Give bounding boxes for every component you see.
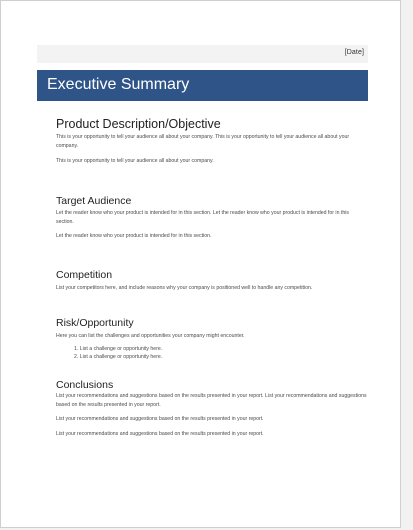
section-heading-conclusions[interactable]: Conclusions — [56, 379, 114, 391]
risk-list-item[interactable]: 1. List a challenge or opportunity here. — [74, 346, 163, 352]
section-heading-product[interactable]: Product Description/Objective — [56, 117, 221, 131]
risk-list-item[interactable]: 2. List a challenge or opportunity here. — [74, 354, 163, 360]
date-bar — [37, 45, 368, 63]
conclusions-paragraph-2[interactable]: List your recommendations and suggestions based on the results presented in your report. — [56, 416, 264, 422]
conclusions-paragraph-1[interactable]: List your recommendations and suggestions based on the results presented in your report. List your recommendations and suggestions based on the results presented in your report. — [56, 393, 367, 408]
audience-paragraph-1[interactable]: Let the reader know who your product is intended for in this section. Let the reader know who your product is intended for in this section. — [56, 210, 349, 225]
title-banner — [37, 70, 368, 101]
conclusions-paragraph-3[interactable]: List your recommendations and suggestions based on the results presented in your report. — [56, 431, 264, 437]
page-title[interactable]: Executive Summary — [47, 76, 190, 93]
risk-paragraph[interactable]: Here you can list the challenges and opportunities your company might encounter. — [56, 333, 245, 339]
section-heading-risk[interactable]: Risk/Opportunity — [56, 317, 134, 329]
date-placeholder[interactable]: [Date] — [344, 49, 364, 56]
section-heading-competition[interactable]: Competition — [56, 269, 113, 281]
competition-paragraph[interactable]: List your competitors here, and include reasons why your company is positioned well to handle any competition. — [56, 285, 313, 291]
product-paragraph-1[interactable]: This is your opportunity to tell your audience all about your company. This is your opportunity to tell your audience all about your company. — [56, 134, 350, 149]
product-paragraph-2[interactable]: This is your opportunity to tell your audience all about your company. — [56, 158, 214, 164]
audience-paragraph-2[interactable]: Let the reader know who your product is intended for in this section. — [56, 233, 212, 239]
section-heading-audience[interactable]: Target Audience — [56, 195, 132, 207]
